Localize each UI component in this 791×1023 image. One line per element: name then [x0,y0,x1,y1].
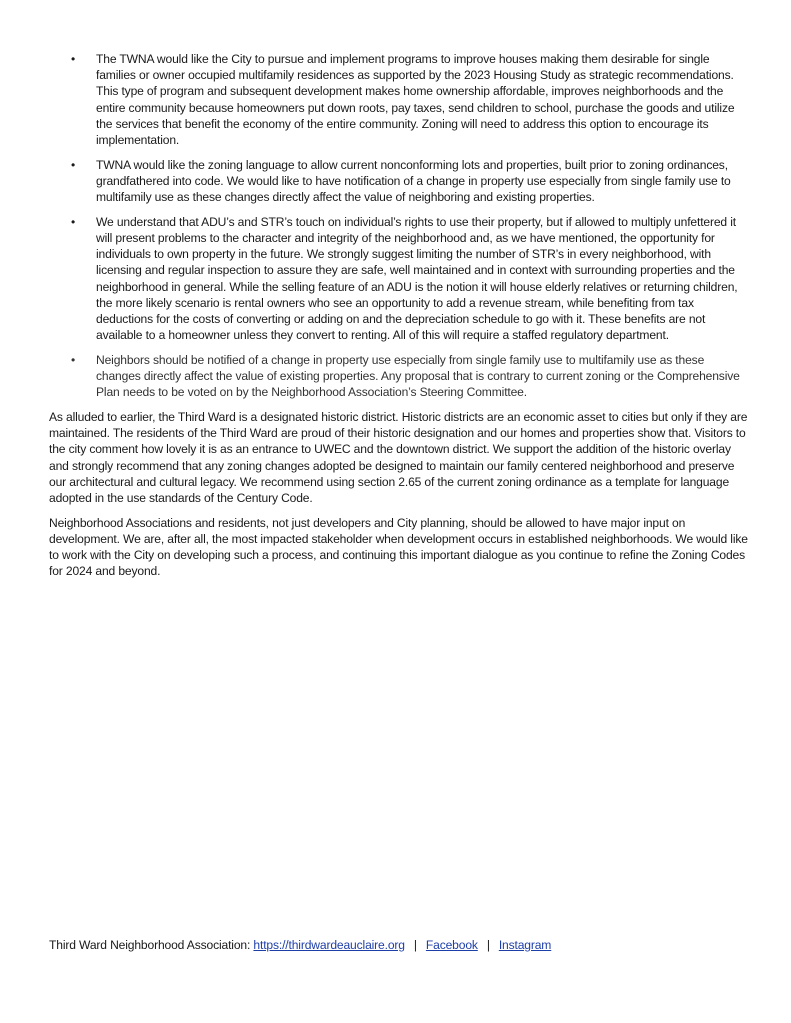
footer [49,937,551,953]
list-item [49,214,749,344]
instagram-link[interactable]: Instagram [498,938,552,952]
list-item [49,51,749,148]
footer-label: Third Ward Neighborhood Association: [49,938,251,952]
bullet-icon: • [71,52,76,66]
recommendations-list [49,51,749,401]
bullet-text: Neighbors should be notified of a change in property use especially from single family use to multifamily use as these changes directly affect the value of existing properties. Any proposal that is contrary to current zoning or the Comprehensive Plan needs to be voted on by the Neighborhood Association’s Steering Committee. [96,352,740,400]
bullet-icon: • [71,214,76,229]
bullet-text: We understand that ADU’s and STR’s touch on individual’s rights to use their property, but if allowed to multiply unfettered it will present problems to the character and integrity of the neighborhood and, as we have mentioned, the opportunity for individuals to own property in the future. We strongly suggest limiting the number of STR’s in every neighborhood, with licensing and regular inspection to assure they are safe, well maintained and in context with surrounding properties and the neighborhood in general. While the selling feature of an ADU is the notion it will house elderly relatives or returning children, the more likely scenario is rental owners who see an opportunity to add a revenue stream, while benefiting from tax deductions for the costs of converting or adding on and the depreciation schedule to go with it. These benefits are not available to a homeowner unless they convert to renting. All of this will require a staffed regulatory department. [96,214,738,343]
historic-district-paragraph: As alluded to earlier, the Third Ward is a designated historic district. Historic districts are an economic asset to cities but only if they are maintained. The residents of the Third Ward are proud of their historic designation and our homes and properties show that. Visitors to the city comment how lovely it is as an entrance to UWEC and the downtown district. We support the addition of the historic overlay and strongly recommend that any zoning changes adopted be designed to maintain our family centered neighborhood and preserve our architectural and cultural legacy. We recommend using section 2.65 of the current zoning ordinance as a template for language adopted in the use standards of the Century Code. [49,410,748,506]
list-item [49,352,749,401]
stakeholder-input-paragraph: Neighborhood Associations and residents, not just developers and City planning, should be allowed to have major input on development. We are, after all, the most impacted stakeholder when development occurs in established neighborhoods. We would like to work with the City on developing such a process, and continuing this important dialogue as you continue to refine the Zoning Codes for 2024 and beyond. [49,515,748,579]
list-item [49,157,749,206]
bullet-icon: • [71,352,76,367]
bullet-text: The TWNA would like the City to pursue and implement programs to improve houses making them desirable for single families or owner occupied multifamily residences as supported by the 2023 Housing Study as strategic recommendations. This type of program and subsequent development makes home ownership affordable, improves neighborhoods and the entire community because homeowners put down roots, pay taxes, send children to school, purchase the goods and utilize the services that benefit the economy of the entire community. Zoning will need to address this option to encourage its implementation. [96,52,735,148]
document-body [49,51,749,588]
bullet-text: TWNA would like the zoning language to allow current nonconforming lots and properties, built prior to zoning ordinances, grandfathered into code. We would like to have notification of a change in property use especially from single family use to multifamily use as these changes directly affect the value of neighboring and existing properties. [96,157,731,205]
footer-separator: | [413,938,417,952]
website-link[interactable]: https://thirdwardeauclaire.org [253,938,405,952]
bullet-icon: • [71,157,76,172]
footer-separator: | [486,938,490,952]
facebook-link[interactable]: Facebook [425,938,478,952]
